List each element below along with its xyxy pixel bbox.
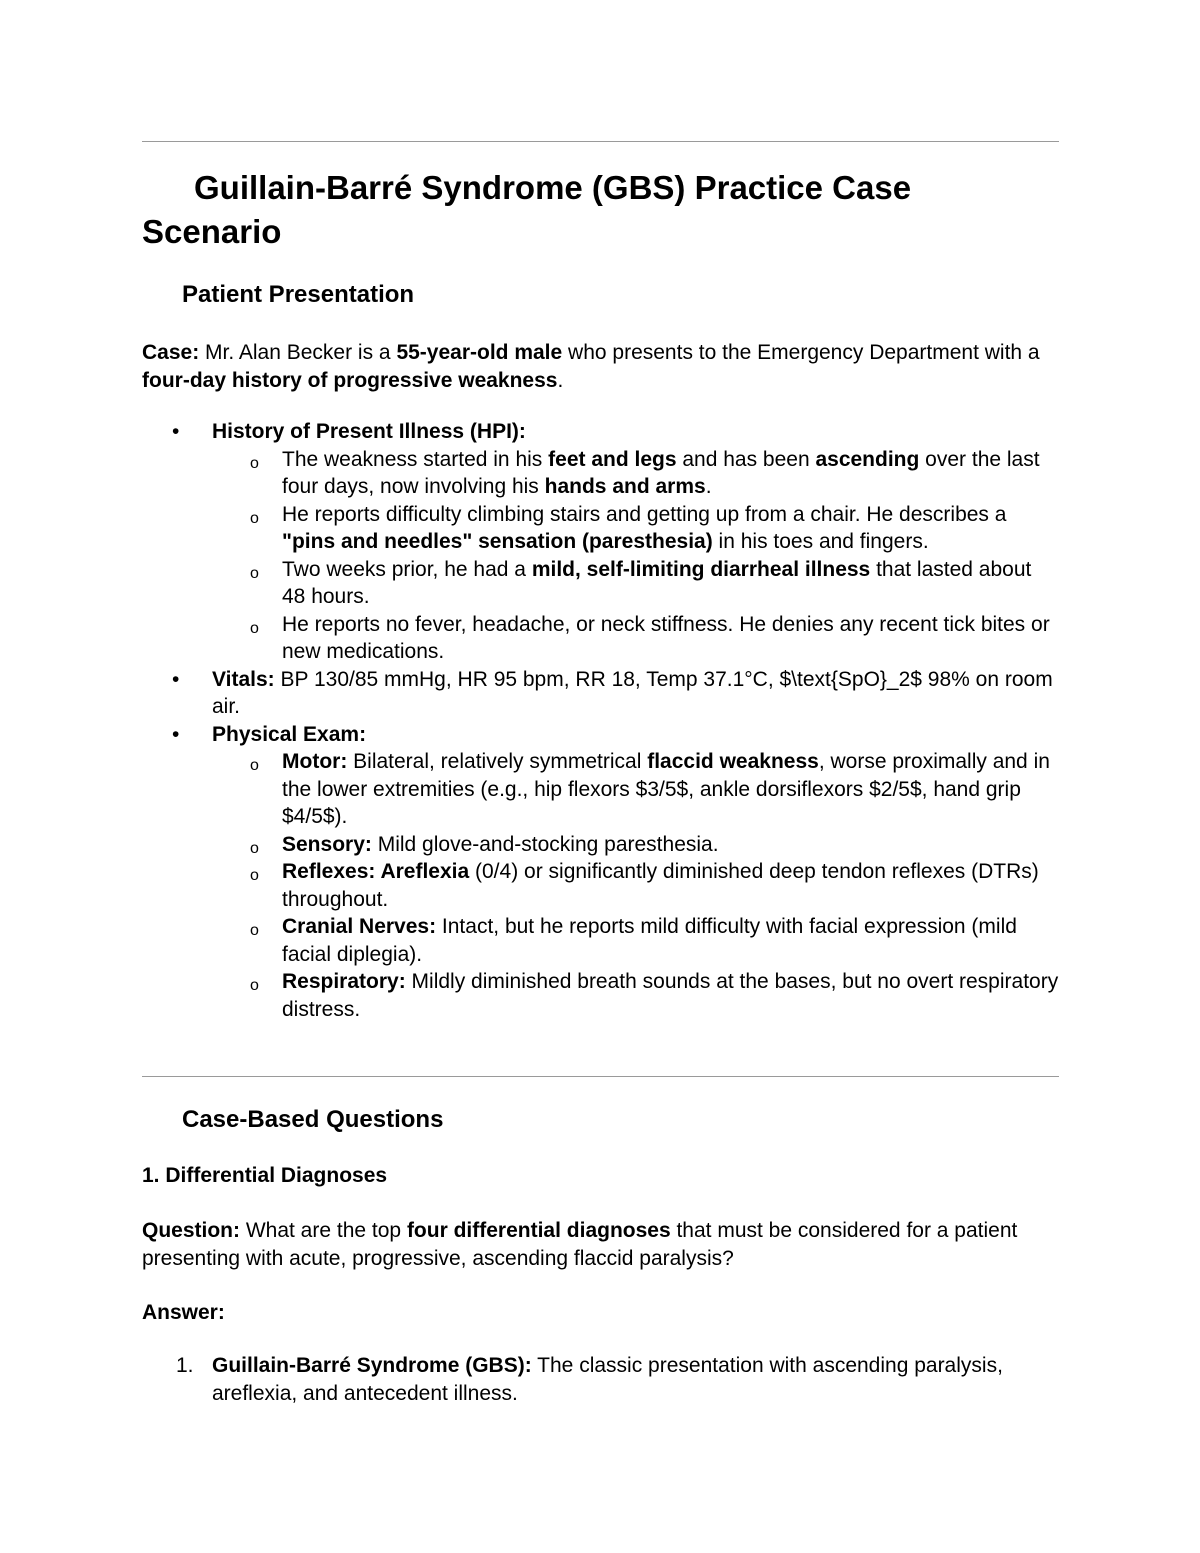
list-item	[212, 968, 1059, 1023]
vitals-text: BP 130/85 mmHg, HR 95 bpm, RR 18, Temp 37.1°C, $\text{SpO}_2$ 98% on room air.	[212, 667, 1053, 718]
bullet-icon: •	[172, 667, 180, 691]
list-item	[212, 748, 1059, 831]
circle-bullet-icon: o	[250, 454, 259, 472]
case-text: who presents to the Emergency Department with a	[562, 341, 1040, 364]
item-emphasis: ascending	[815, 447, 920, 471]
horizontal-rule-top	[142, 141, 1059, 142]
item-text: Two weeks prior, he had a	[282, 557, 532, 581]
list-item	[212, 556, 1059, 611]
answer-list	[142, 1352, 1059, 1407]
item-emphasis: feet and legs	[548, 447, 677, 471]
case-emphasis: 55-year-old male	[396, 341, 563, 364]
answer-label-paragraph	[142, 1299, 1059, 1327]
circle-bullet-icon: o	[250, 839, 259, 857]
item-label: Cranial Nerves:	[282, 915, 437, 938]
exam-sublist	[212, 748, 1059, 1023]
vitals-label: Vitals:	[212, 667, 275, 691]
case-text: Mr. Alan Becker is a	[199, 341, 397, 364]
list-item	[212, 831, 1059, 859]
list-item	[212, 501, 1059, 556]
answer-item-text: The classic presentation with ascending paralysis, areflexia, and antecedent illness.	[212, 1354, 1003, 1405]
exam-label: Physical Exam:	[212, 722, 367, 746]
item-text: Mild glove-and-stocking paresthesia.	[371, 832, 719, 856]
list-item-physical-exam	[142, 721, 1059, 1024]
question-text: What are the top	[240, 1219, 407, 1242]
answer-label: Answer:	[142, 1301, 225, 1324]
circle-bullet-icon: o	[250, 564, 259, 582]
list-item	[212, 913, 1059, 968]
question-text: that must be considered for a patient presenting with acute, progressive, ascending flaccid paralysis?	[142, 1219, 1018, 1270]
item-label: Respiratory:	[282, 970, 406, 993]
item-text: He reports no fever, headache, or neck stiffness. He denies any recent tick bites or new medications.	[282, 612, 1050, 663]
question-1-heading: 1. Differential Diagnoses	[142, 1164, 388, 1187]
question-label: Question:	[142, 1219, 240, 1242]
circle-bullet-icon: o	[250, 867, 259, 884]
case-emphasis: four-day history of progressive weakness	[142, 368, 558, 392]
item-emphasis: "pins and needles" sensation (paresthesia)	[282, 530, 713, 553]
hpi-label: History of Present Illness (HPI):	[212, 420, 526, 443]
circle-bullet-icon: o	[250, 977, 259, 994]
bullet-icon: •	[172, 420, 180, 443]
item-emphasis: Areflexia	[375, 860, 470, 883]
horizontal-rule-middle	[142, 1076, 1059, 1077]
item-text: in his toes and fingers.	[712, 530, 929, 553]
list-item	[212, 858, 1059, 913]
item-text: .	[705, 475, 712, 498]
case-questions-heading: Case-Based Questions	[182, 1106, 444, 1133]
answer-item	[142, 1352, 1059, 1407]
item-text: He reports difficulty climbing stairs and getting up from a chair. He describes a	[282, 502, 1007, 526]
list-item-hpi	[142, 418, 1059, 666]
item-emphasis: flaccid weakness	[647, 750, 819, 773]
circle-bullet-icon: o	[250, 509, 259, 527]
item-text: and has been	[676, 447, 816, 471]
item-text: The weakness started in his	[282, 447, 549, 471]
item-text: over the last four days, now involving his	[282, 447, 1040, 498]
hpi-sublist	[212, 446, 1059, 666]
answer-item-label: Guillain-Barré Syndrome (GBS):	[212, 1354, 532, 1377]
item-label: Motor:	[282, 750, 348, 773]
item-emphasis: hands and arms	[544, 475, 706, 498]
item-text: that lasted about 48 hours.	[282, 557, 1032, 608]
item-text: , worse proximally and in the lower extremities (e.g., hip flexors $3/5$, ankle dorsiflexors $2/5$, hand grip $4/5$).	[282, 750, 1050, 828]
document-title: Guillain-Barré Syndrome (GBS) Practice Case Scenario	[142, 169, 912, 250]
item-text: Mildly diminished breath sounds at the bases, but no overt respiratory distress.	[282, 970, 1059, 1021]
question-paragraph	[142, 1217, 1059, 1272]
list-item	[212, 611, 1059, 666]
list-item-vitals	[142, 666, 1059, 721]
item-text: (0/4) or significantly diminished deep tendon reflexes (DTRs) throughout.	[282, 860, 1039, 911]
circle-bullet-icon: o	[250, 922, 259, 939]
circle-bullet-icon: o	[250, 619, 259, 637]
list-item	[212, 446, 1059, 501]
question-emphasis: four differential diagnoses	[406, 1219, 671, 1242]
case-text: .	[557, 368, 564, 392]
case-label: Case:	[142, 341, 200, 364]
answer-number: 1.	[176, 1354, 194, 1377]
case-paragraph	[142, 339, 1059, 394]
item-text: Intact, but he reports mild difficulty with facial expression (mild facial diplegia).	[282, 915, 1017, 966]
item-text: Bilateral, relatively symmetrical	[347, 750, 648, 773]
circle-bullet-icon: o	[250, 757, 259, 774]
presentation-list	[142, 418, 1059, 1023]
item-label: Reflexes:	[282, 860, 376, 883]
patient-presentation-heading: Patient Presentation	[182, 281, 415, 308]
item-emphasis: mild, self-limiting diarrheal illness	[531, 557, 871, 581]
bullet-icon: •	[172, 722, 180, 746]
item-label: Sensory:	[282, 832, 372, 856]
